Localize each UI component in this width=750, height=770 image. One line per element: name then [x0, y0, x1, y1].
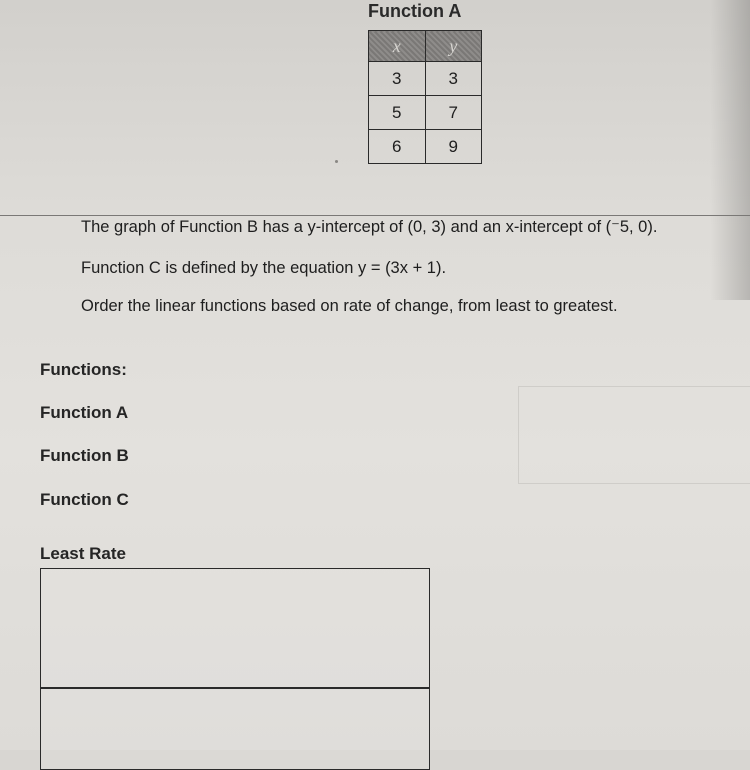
bleed-through-box [518, 386, 750, 484]
problem-line-function-c: Function C is defined by the equation y = (3x + 1). [81, 259, 447, 277]
table-row [369, 96, 482, 130]
section-divider [0, 215, 750, 216]
function-a-option[interactable]: Function A [40, 403, 129, 422]
header-x: x [369, 31, 426, 62]
function-c-option[interactable]: Function C [40, 490, 129, 509]
problem-line-function-b: The graph of Function B has a y-intercept of (0, 3) and an x-intercept of (⁻5, 0). [81, 218, 658, 236]
pencil-dot [335, 160, 338, 163]
cell-y: 3 [425, 62, 482, 96]
table-header-row [369, 31, 482, 62]
function-b-option[interactable]: Function B [40, 446, 129, 465]
page-shadow [710, 0, 750, 300]
function-a-title: Function A [368, 1, 462, 21]
table-row [369, 62, 482, 96]
answer-box-least[interactable] [40, 568, 430, 688]
cell-y: 9 [425, 130, 482, 164]
table-row [369, 130, 482, 164]
function-a-table [368, 30, 482, 164]
cell-x: 5 [369, 96, 426, 130]
least-rate-label: Least Rate [40, 544, 126, 563]
cell-x: 3 [369, 62, 426, 96]
answer-box-second[interactable] [40, 688, 430, 770]
functions-heading: Functions: [40, 360, 127, 379]
header-y: y [425, 31, 482, 62]
cell-y: 7 [425, 96, 482, 130]
cell-x: 6 [369, 130, 426, 164]
problem-instruction: Order the linear functions based on rate of change, from least to greatest. [81, 297, 618, 315]
